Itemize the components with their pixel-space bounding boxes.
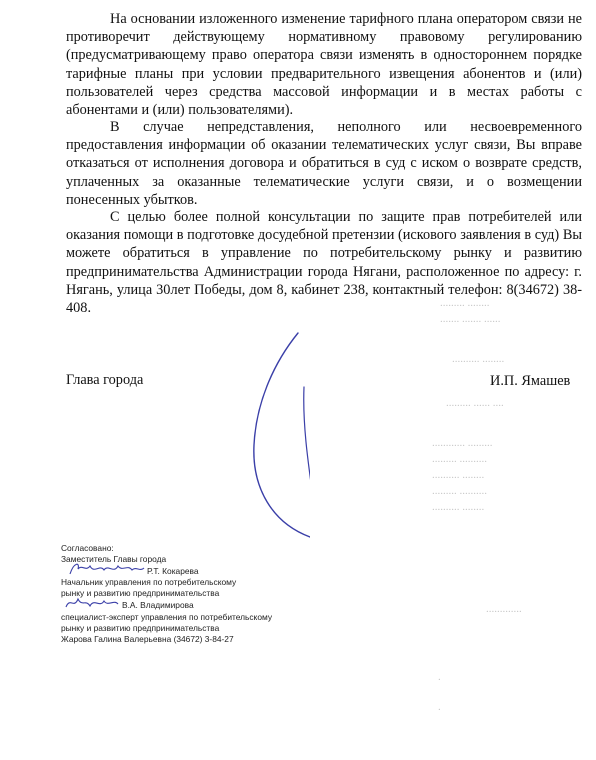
body-paragraph-3: С целью более полной консультации по защите прав потребителей или оказания помощи в подготовке досудебной претензии (искового заявления в суд) Вы можете обратиться в управление по потребительскому рынку и развитию предпринимательства Администрации города Нягани, расположенное по адресу: г. Нягань, улица 30лет Победы, дом 8, кабинет 238, контактный телефон: 8(34672) 38-408. [66,209,582,317]
approval-line-deputy: Заместитель Главы города [61,554,167,564]
handwritten-signature [230,325,310,545]
signatory-name: И.П. Ямашев [490,373,571,389]
approval-heading: Согласовано: [61,543,114,553]
initials-signature-2 [64,595,120,611]
approval-line-specialist: специалист-эксперт управления по потребительскому [61,612,273,622]
approval-line-head-2: рынку и развитию предпринимательства [61,588,220,598]
approval-name-deputy: Р.Т. Кокарева [147,566,199,576]
approval-name-head: В.А. Владимирова [122,600,194,610]
approval-line-head: Начальник управления по потребительскому [61,577,237,587]
body-paragraph-1: На основании изложенного изменение тарифного плана оператором связи не противоречит действующему нормативному правовому регулированию (предусматривающему право оператора связи изменять в одностороннем порядке тарифные планы при условии предварительного извещения абонентов и (или) пользователей через средства массовой информации и в местах работы с абонентами и (или) пользователями). [66,11,582,119]
approval-line-contact: Жарова Галина Валерьевна (34672) 3-84-27 [61,634,234,644]
initials-signature-1 [68,560,146,578]
signatory-position: Глава города [66,372,144,388]
document-page: ......... ........ ....... ....... ...... .......... ........ ......... ...... .... ............ ......... ......... .......... .......... ........ ......... .......... .......... ........ ............. . . На основании изложенного изменение тарифного плана оператором связи не противоречит действующему нормативному правовому регулированию (предусматривающему право оператора связи изменять в одностороннем порядке тарифные планы при условии предварительного извещения абонентов и (или) пользователей через средства массовой информации и в местах работы с абонентами и (или) пользователями). В случае непредставления, неполного или несвоевременного предоставления информации об оказании телематических услуг связи, Вы вправе отказаться от исполнения договора и обратиться в суд с иском о возврате средств, уплаченных за оказанные телематические услуги связи, и о возмещении понесенных убытков. С целью более полной консультации по защите прав потребителей или оказания помощи в подготовке досудебной претензии (искового заявления в суд) Вы можете обратиться в управление по потребительскому рынку и развитию предпринимательства Администрации города Нягани, расположенное по адресу: г. Нягань, улица 30лет Победы, дом 8, кабинет 238, контактный телефон: 8(34672) 38-408. Глава города И.П. Ямашев Согласовано: Заместитель Главы города Р.Т. Кокарева Начальник управления по потребительскому рынку и развитию предпринимательства В.А. Владимирова специалист-эксперт управления по потребительскому рынку и развитию предпринимательства Жарова Галина Валерьевна (34672) 3-84-27 [61,11,582,713]
body-paragraph-2: В случае непредставления, неполного или несвоевременного предоставления информации об оказании телематических услуг связи, Вы вправе отказаться от исполнения договора и обратиться в суд с иском о возврате средств, уплаченных за оказанные телематические услуги связи, и о возмещении понесенных убытков. [66,119,582,208]
approval-line-specialist-2: рынку и развитию предпринимательства [61,623,220,633]
